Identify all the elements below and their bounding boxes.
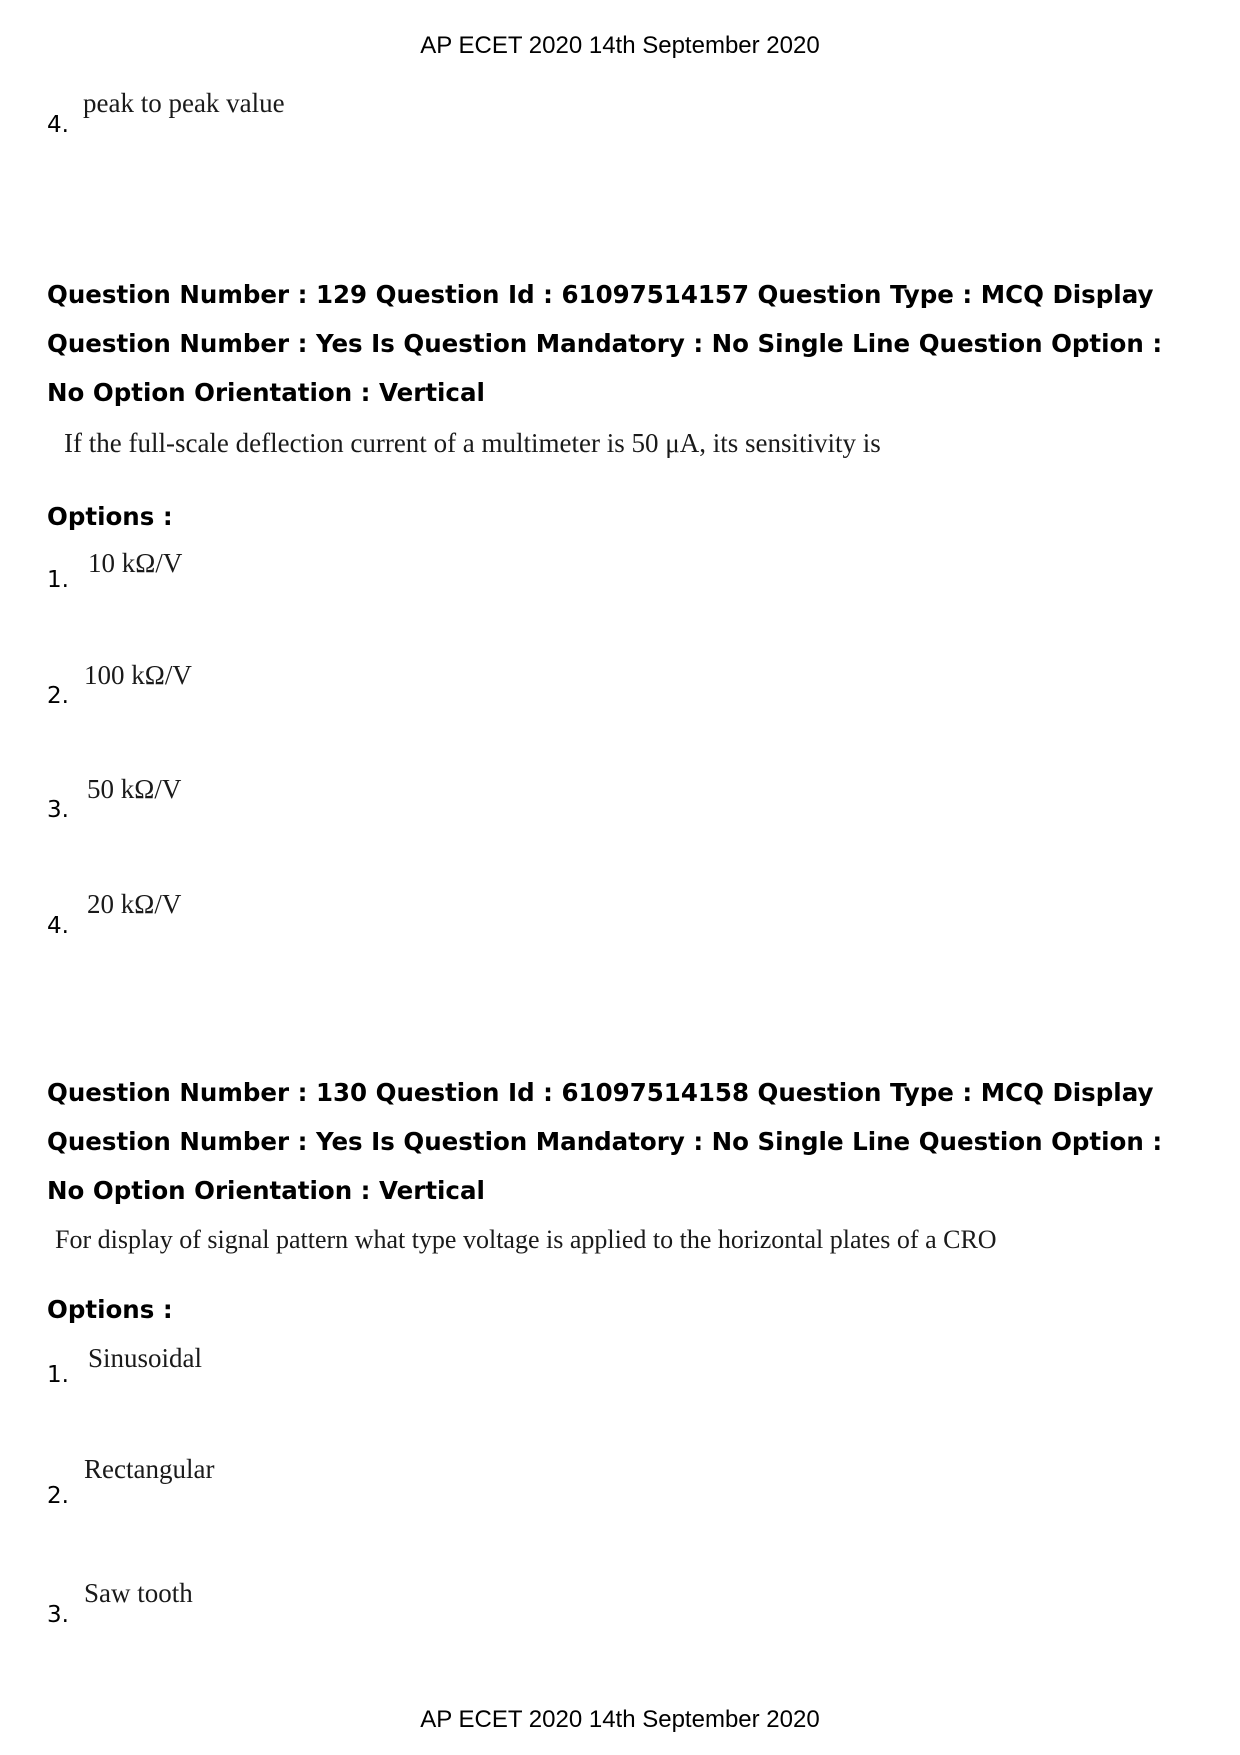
q130-option-3-text: Saw tooth	[84, 1578, 193, 1608]
q130-option-3-number: 3.	[47, 1602, 69, 1628]
prev-option-4-number: 4.	[47, 112, 69, 138]
q130-option-2-text: Rectangular	[84, 1454, 215, 1484]
q129-option-4-text: 20 kΩ/V	[87, 889, 182, 919]
page-header: AP ECET 2020 14th September 2020	[420, 32, 820, 59]
q130-option-1-text: Sinusoidal	[88, 1343, 203, 1373]
prev-option-4-text: peak to peak value	[83, 88, 285, 118]
q129-option-1-text: 10 kΩ/V	[88, 548, 183, 578]
q129-option-3-text: 50 kΩ/V	[87, 774, 182, 804]
q129-meta: Question Number : 129 Question Id : 61097514157 Question Type : MCQ Display Question Number : Yes Is Question Mandatory : No Single Line Question Option : No Option Orientation : Vertical	[47, 280, 1163, 407]
q129-option-1-number: 1.	[47, 567, 69, 593]
q129-option-2-text: 100 kΩ/V	[84, 660, 192, 690]
q130-option-2-number: 2.	[47, 1483, 69, 1509]
q130-meta: Question Number : 130 Question Id : 61097514158 Question Type : MCQ Display Question Number : Yes Is Question Mandatory : No Single Line Question Option : No Option Orientation : Vertical	[47, 1078, 1163, 1205]
q129-options-label: Options :	[47, 502, 173, 531]
q129-option-4-number: 4.	[47, 913, 69, 939]
q129-option-2-number: 2.	[47, 683, 69, 709]
q130-options-label: Options :	[47, 1295, 173, 1324]
page-footer: AP ECET 2020 14th September 2020	[420, 1706, 820, 1733]
q130-option-1-number: 1.	[47, 1362, 69, 1388]
q129-option-3-number: 3.	[47, 797, 69, 823]
q130-question-text: For display of signal pattern what type voltage is applied to the horizontal plates of a CRO	[55, 1225, 997, 1254]
q129-question-text: If the full-scale deflection current of a multimeter is 50 μA, its sensitivity is	[64, 428, 881, 458]
